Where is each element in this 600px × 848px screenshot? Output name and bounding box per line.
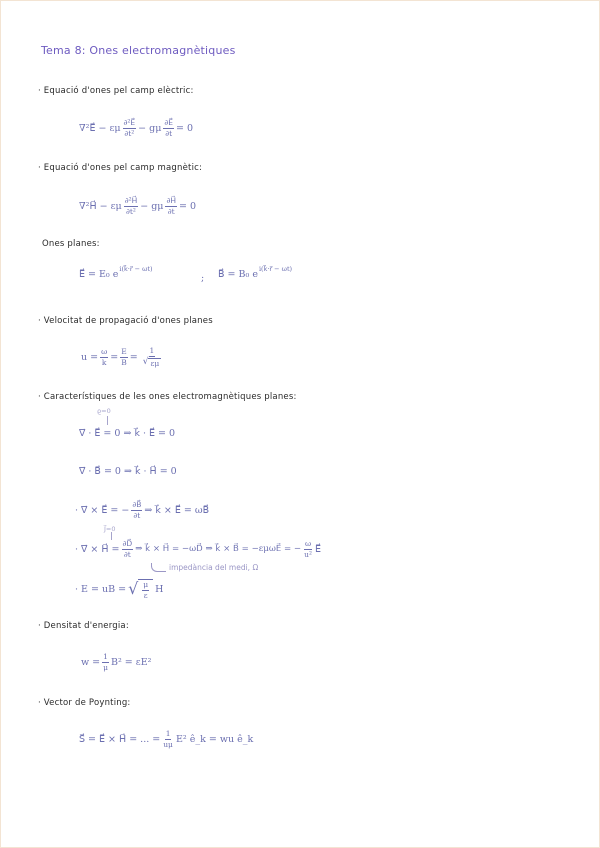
separator <box>201 273 204 284</box>
eq-part: ⇒ k⃗ × H⃗ = −ωD⃗ ⇒ k⃗ × B⃗ = −εμωE⃗ = − <box>135 544 302 554</box>
fraction <box>303 540 313 558</box>
fraction <box>165 197 177 215</box>
electric-wave-equation <box>79 119 193 137</box>
square-root <box>143 358 162 368</box>
eq-part: · ∇⃗ × H⃗ = <box>75 543 120 555</box>
numerator: ∂H⃗ <box>166 196 176 205</box>
root-sign-icon: √ <box>142 356 149 367</box>
numerator: ∂²H⃗ <box>124 196 138 205</box>
fraction <box>140 347 165 367</box>
eq-part: ∇²E⃗ − εμ <box>79 122 121 134</box>
eq-part: ∇⃗ · E⃗ = 0 ⇒ k⃗ · E⃗ = 0 <box>79 428 176 439</box>
denominator: u² <box>304 549 312 559</box>
heading-magnetic-wave-equation: · Equació d'ones pel camp magnètic: <box>38 163 203 173</box>
down-arrow-icon <box>111 532 112 540</box>
poynting-equation <box>79 730 253 748</box>
denominator: ∂t <box>167 206 175 216</box>
numerator: 1 <box>103 652 108 661</box>
fraction <box>124 197 139 215</box>
eq-part: = <box>110 351 119 363</box>
denominator: ∂t² <box>126 206 136 216</box>
eq-part: S⃗ = E⃗ × H⃗ = ... = <box>79 733 161 745</box>
exponent: i(k⃗·r⃗ − ωt) <box>119 264 153 273</box>
root-body <box>138 579 153 599</box>
fraction <box>123 119 137 137</box>
denominator: k <box>101 357 107 367</box>
eq-part: ⇒ k⃗ × E⃗ = ωB⃗ <box>144 504 210 516</box>
curl-e-line <box>75 501 209 519</box>
note-rho-zero: ϱ=0 <box>97 407 111 415</box>
eq-part: H <box>155 583 164 595</box>
heading-characteristics: · Característiques de les ones electromagnètiques planes: <box>38 392 297 402</box>
divergence-b-line <box>79 466 177 477</box>
square-root <box>128 579 153 599</box>
down-arrow-icon <box>107 416 108 425</box>
denominator: ∂t² <box>124 128 135 138</box>
page-title: Tema 8: Ones electromagnètiques <box>41 44 236 57</box>
eq-part: ∇²H⃗ − εμ <box>79 200 122 212</box>
eq-part: = 0 <box>179 200 197 212</box>
note-impedance: impedància del medi, Ω <box>169 563 259 572</box>
numerator: ∂B⃗ <box>132 500 142 509</box>
eq-part: B² = εE² <box>111 656 152 668</box>
numerator: ∂D⃗ <box>122 539 133 548</box>
fraction <box>162 730 174 748</box>
plane-wave-b-field <box>218 264 293 280</box>
numerator: 1 <box>165 729 171 738</box>
eq-part: B⃗ = B₀ e <box>218 269 258 280</box>
divergence-e-line <box>79 428 175 439</box>
eq-part: − gμ <box>140 200 164 212</box>
numerator: 1 <box>149 346 155 355</box>
eq-part: · E = uB = <box>75 583 127 595</box>
numerator: μ <box>143 580 149 589</box>
numerator: ω <box>304 539 312 548</box>
fraction <box>122 540 134 558</box>
eq-part: · ∇⃗ × E⃗ = − <box>75 504 130 516</box>
numerator: ∂E⃗ <box>164 118 174 127</box>
energy-density-equation <box>81 653 151 671</box>
curl-h-line <box>75 540 321 558</box>
numerator: ω <box>101 347 108 356</box>
heading-velocity: · Velocitat de propagació d'ones planes <box>38 316 213 326</box>
impedance-line <box>75 579 163 599</box>
denominator: ε <box>143 590 148 600</box>
eq-part: E⃗ <box>314 543 321 555</box>
fraction <box>100 348 108 366</box>
velocity-equation <box>81 347 166 367</box>
denominator: ∂t <box>123 549 131 559</box>
denominator: ∂t <box>133 510 141 520</box>
eq-part: E⃗ = E₀ e <box>79 269 119 280</box>
heading-energy-density: · Densitat d'energia: <box>38 621 129 631</box>
fraction <box>163 119 174 137</box>
note-j-zero: J⃗=0 <box>104 525 116 533</box>
curved-arrow-icon <box>151 563 166 572</box>
eq-part: = 0 <box>176 122 194 134</box>
root-body: εμ <box>150 358 160 368</box>
numerator: E <box>121 347 127 356</box>
semicolon: ; <box>201 273 205 284</box>
denominator: μ <box>103 662 108 672</box>
heading-electric-wave-equation: · Equació d'ones pel camp elèctric: <box>38 86 194 96</box>
exponent: i(k⃗·r⃗ − ωt) <box>258 264 293 273</box>
denominator: uμ <box>163 739 173 749</box>
fraction <box>120 348 128 366</box>
numerator: ∂²E⃗ <box>123 118 136 127</box>
denominator <box>140 357 165 368</box>
magnetic-wave-equation <box>79 197 196 215</box>
eq-part: E² ê_k = wu ê_k <box>175 733 254 745</box>
denominator: B <box>121 357 127 367</box>
eq-part: = <box>129 351 138 363</box>
eq-part: − gμ <box>138 122 162 134</box>
heading-plane-waves: Ones planes: <box>42 239 100 249</box>
fraction <box>142 581 149 599</box>
fraction <box>102 653 109 671</box>
eq-part: ∇⃗ · B⃗ = 0 ⇒ k⃗ · H⃗ = 0 <box>79 466 177 477</box>
denominator: ∂t <box>165 128 173 138</box>
heading-poynting: · Vector de Poynting: <box>38 698 131 708</box>
root-sign-icon: √ <box>128 579 139 598</box>
eq-part: u = <box>81 351 99 363</box>
fraction <box>131 501 142 519</box>
plane-wave-e-field <box>79 264 153 280</box>
eq-part: w = <box>81 656 101 668</box>
